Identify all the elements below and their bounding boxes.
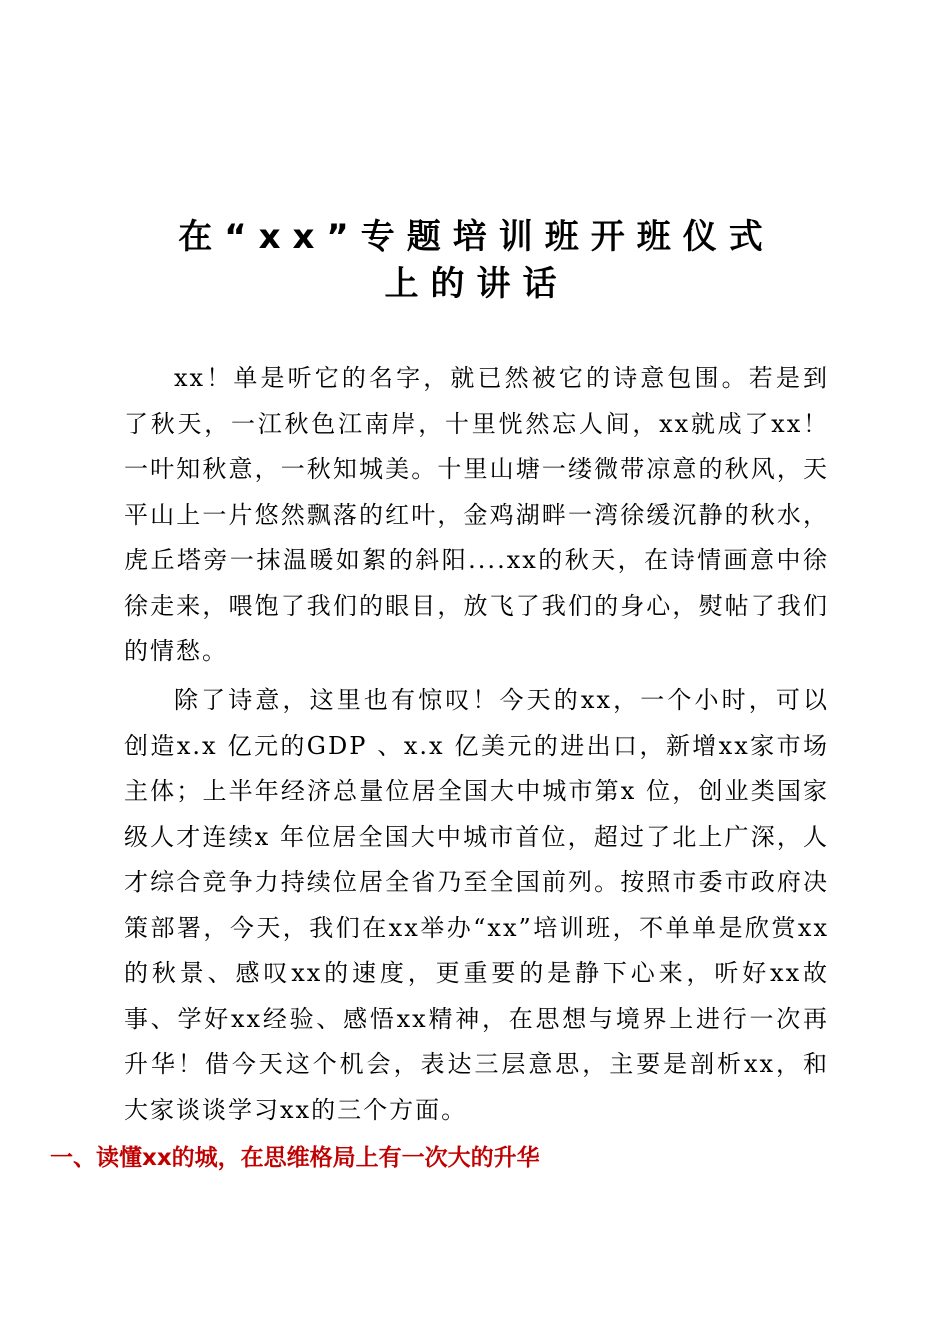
document-title-line-1: 在“xx”专题培训班开班仪式 (178, 217, 775, 257)
document-title-line-2: 上的讲话 (384, 264, 569, 304)
body-paragraph-2: 除了诗意，这里也有惊叹！今天的xx，一个小时，可以创造x.x 亿元的GDP 、x.x 亿美元的进出口，新增xx家市场主体；上半年经济总量位居全国大中城市第x 位，创业类国家级人才连续x 年位居全国大中城市首位，超过了北上广深，人才综合竞争力持续位居全省乃至全国前列。按照市委市政府决策部署，今天，我们在xx举办“xx”培训班，不单单是欣赏xx的秋景、感叹xx的速度，更重要的是静下心来，听好xx故事、学好xx经验、感悟xx精神，在思想与境界上进行一次再升华！借今天这个机会，表达三层意思，主要是剖析xx，和大家谈谈学习xx的三个方面。 (124, 686, 829, 1124)
body-paragraph-1: xx！单是听它的名字，就已然被它的诗意包围。若是到了秋天，一江秋色江南岸，十里恍然忘人间，xx就成了xx！一叶知秋意，一秋知城美。十里山塘一缕微带凉意的秋风，天平山上一片悠然飘落的红叶，金鸡湖畔一湾徐缓沉静的秋水，虎丘塔旁一抹温暖如絮的斜阳....xx的秋天，在诗情画意中徐徐走来，喂饱了我们的眼目，放飞了我们的身心，熨帖了我们的情愁。 (124, 364, 829, 665)
section-heading: 一、读懂xx的城，在思维格局上有一次大的升华 (50, 1145, 540, 1171)
